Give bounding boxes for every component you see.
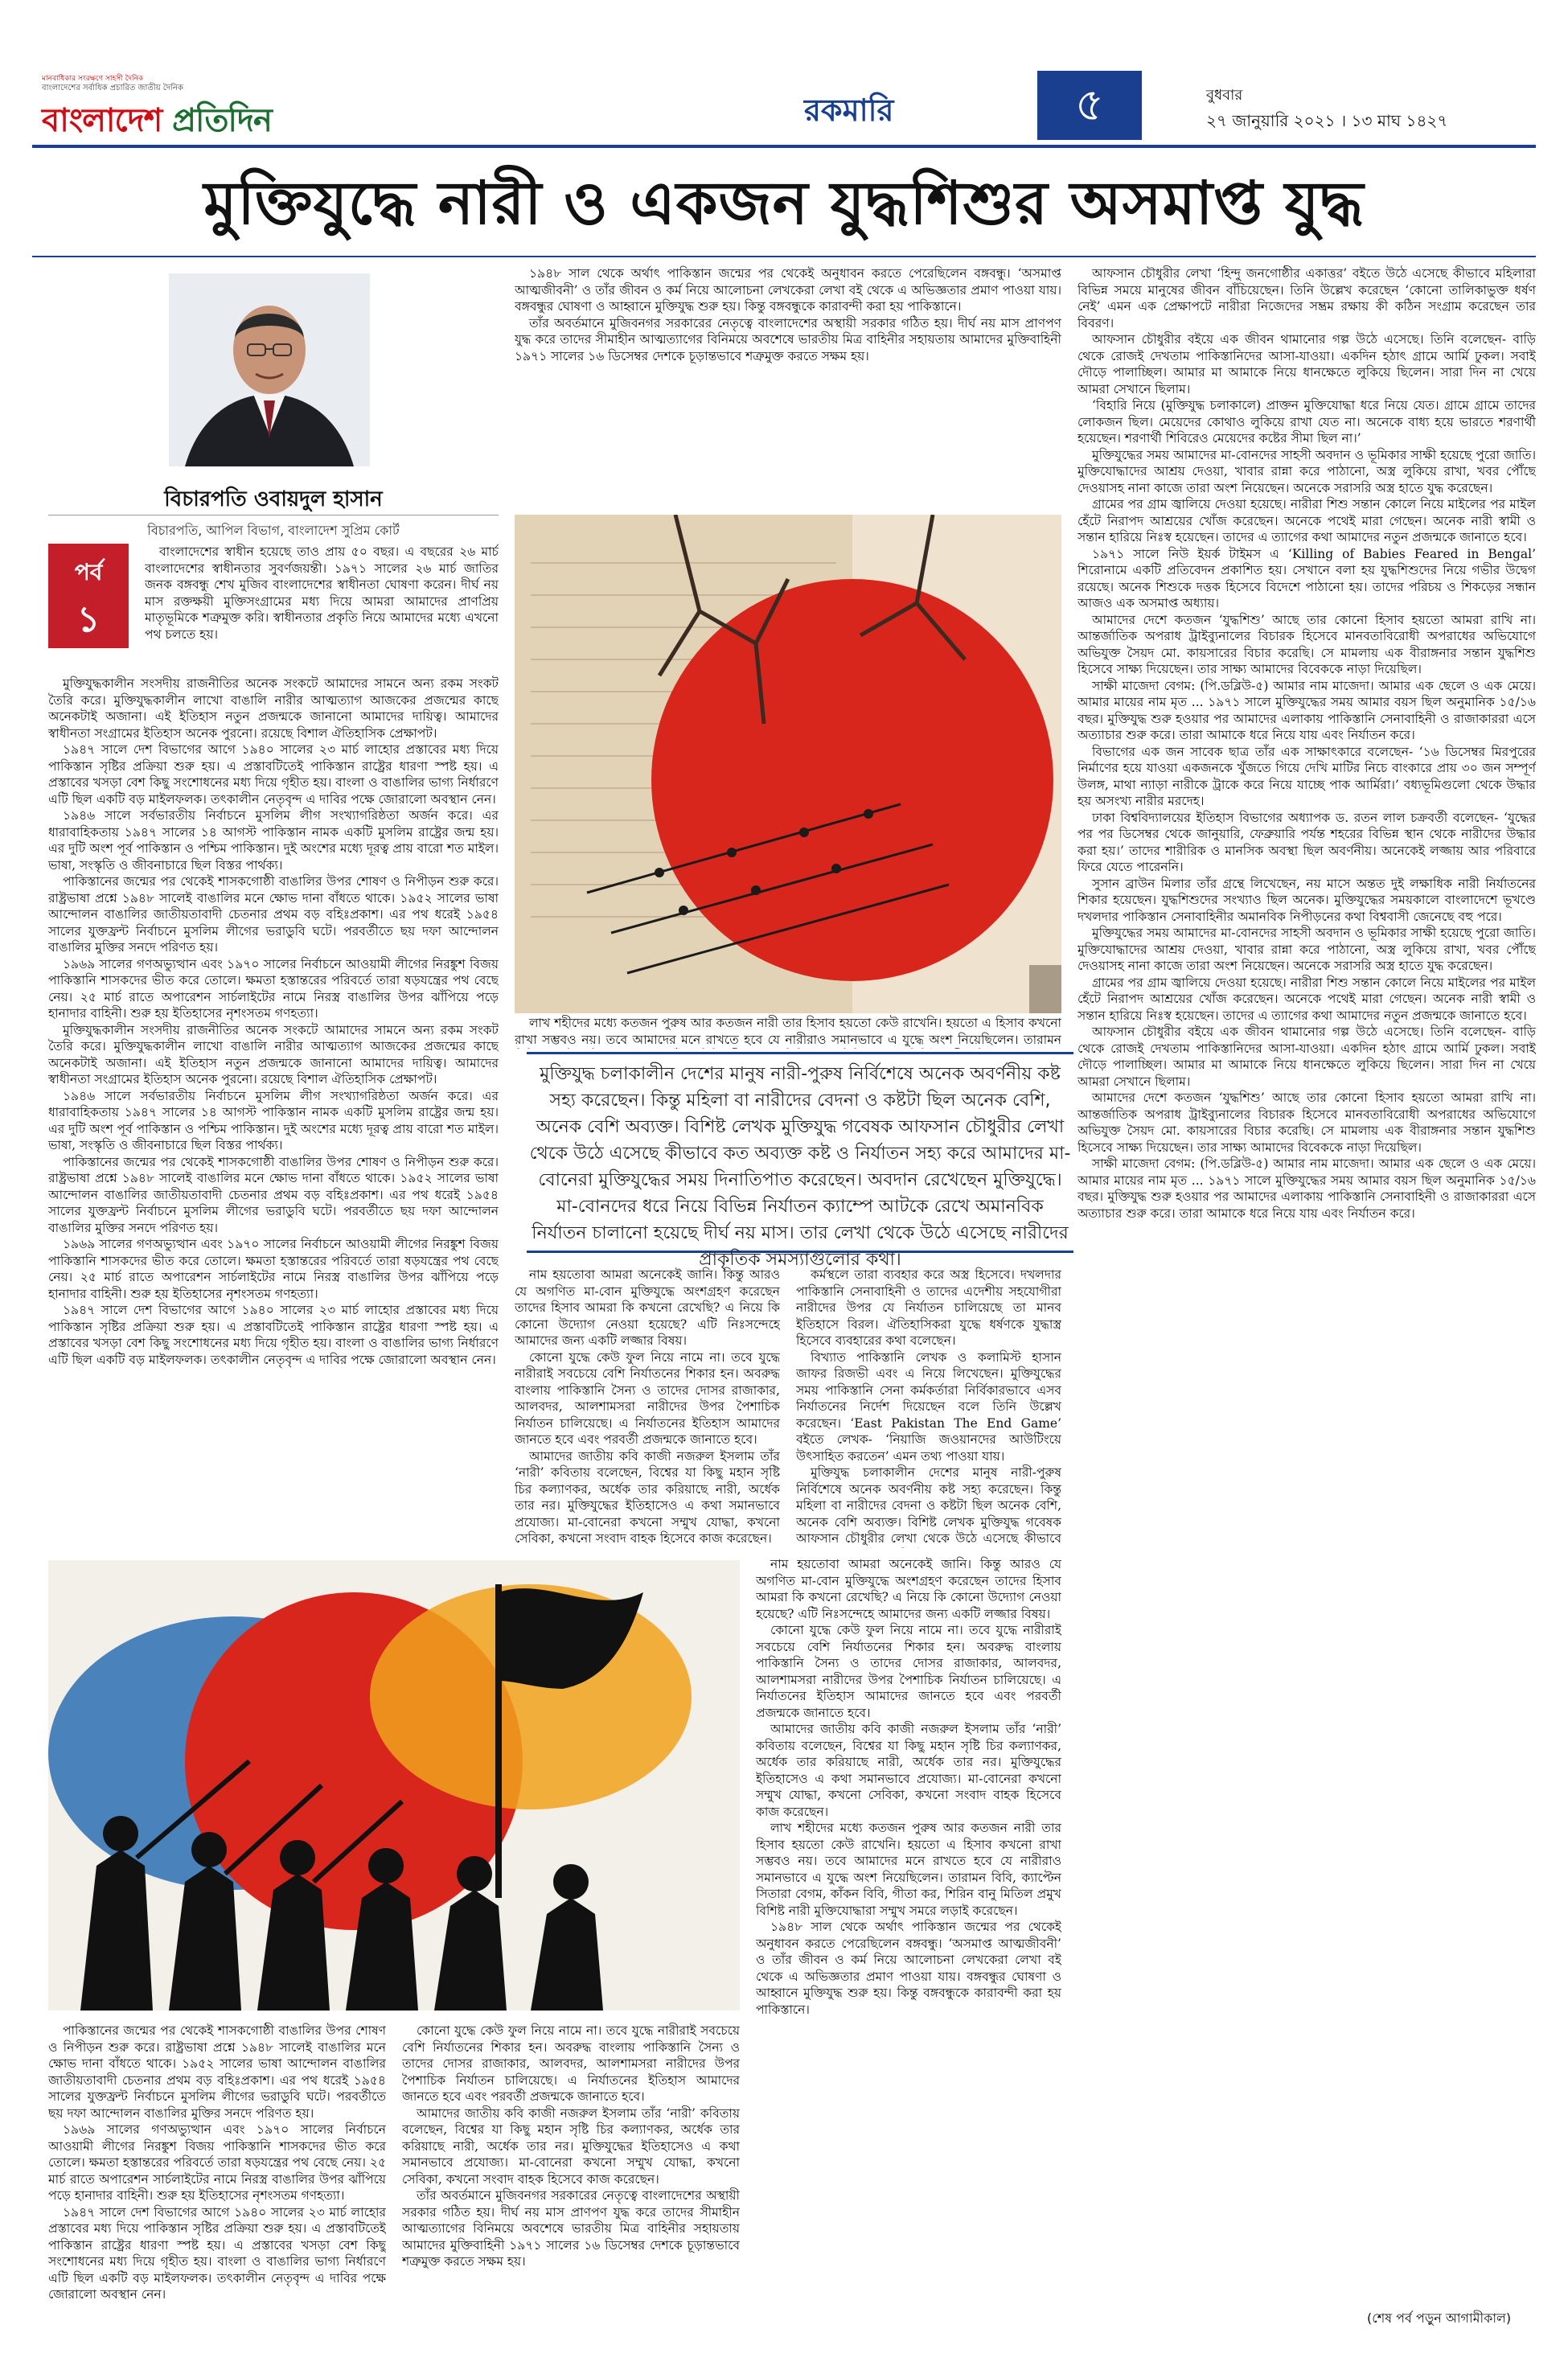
paragraph: সাক্ষী মাজেদা বেগম: (পি.ডব্লিউ-৫) আমার নাম মাজেদা। আমার এক ছেলে ও এক মেয়ে। আমার মায়ের নাম মৃত ... ১৯৭১ সালে মুক্তিযুদ্ধের সময় আমার বয়স ছিল অনুমানিক ১৫/১৬ বছর। মুক্তিযুদ্ধ শুরু হওয়ার পর আমাদের এলাকায় পাকিস্তানি সেনাবাহিনী ও রাজাকাররা এসে অত্যাচার শুরু করে। তারা আমাকে ধরে নিয়ে যায় এবং নির্যাতন করে। xyxy=(1077,678,1536,742)
column-2-caption-text xyxy=(515,1015,1061,1049)
paragraph: নাম হয়তোবা আমরা অনেকেই জানি। কিন্তু আরও যে অগণিত মা-বোন মুক্তিযুদ্ধে অংশগ্রহণ করেছেন তাদের হিসাব আমরা কি কখনো রেখেছি? এ নিয়ে কি কোনো উদ্যোগ নেওয়া হয়েছে? এটি নিঃসন্দেহে আমাদের জন্য একটি লজ্জার বিষয়। xyxy=(756,1557,1061,1621)
paragraph: ১৯৪৭ সালে দেশ বিভাগের আগে ১৯৪০ সালের ২৩ মার্চ লাহোর প্রস্তাবের মধ্য দিয়ে পাকিস্তান সৃষ্টির প্রক্রিয়া শুরু হয়। এ প্রস্তাবটিতেই পাকিস্তান রাষ্ট্রের ধারণা স্পষ্ট হয়। এ প্রস্তাবের খসড়া বেশ কিছু সংশোধনের মধ্য দিয়ে গৃহীত হয়। বাংলা ও বাঙালির ভাগ্য নির্ধারণে এটি ছিল একটি বড় মাইলফলক। তৎকালীন নেতৃবৃন্দ এ দাবির পক্ষে জোরালো অবস্থান নেন। xyxy=(48,742,499,807)
paragraph: তাঁর অবর্তমানে মুজিবনগর সরকারের নেতৃত্বে বাংলাদেশের অস্থায়ী সরকার গঠিত হয়। দীর্ঘ নয় মাস প্রাণপণ যুদ্ধ করে তাদের সীমাহীন আত্মত্যাগের বিনিময়ে অবশেষে ভারতীয় মিত্র বাহিনীর সহায়তায় আমাদের মুক্তিবাহিনী ১৯৭১ সালের ১৬ ডিসেম্বর দেশকে চূড়ান্তভাবে শত্রুমুক্ত করতে সক্ষম হয়। xyxy=(515,315,1061,363)
paragraph: ১৯৪৬ সালে সর্বভারতীয় নির্বাচনে মুসলিম লীগ সংখ্যাগরিষ্ঠতা অর্জন করে। এর ধারাবাহিকতায় ১৯৪৭ সালের ১৪ আগস্ট পাকিস্তান নামক একটি মুসলিম রাষ্ট্রের জন্ম হয়। এর দুটি অংশ পূর্ব পাকিস্তান ও পশ্চিম পাকিস্তান। দুই অংশের মধ্যে দূরত্ব প্রায় বারো শত মাইল। ভাষা, সংস্কৃতি ও জীবনাচারে ছিল বিস্তর পার্থক্য। xyxy=(48,1088,499,1152)
paragraph: তাঁর অবর্তমানে মুজিবনগর সরকারের নেতৃত্বে বাংলাদেশের অস্থায়ী সরকার গঠিত হয়। দীর্ঘ নয় মাস প্রাণপণ যুদ্ধ করে তাদের সীমাহীন আত্মত্যাগের বিনিময়ে অবশেষে ভারতীয় মিত্র বাহিনীর সহায়তায় আমাদের মুক্তিবাহিনী ১৯৭১ সালের ১৬ ডিসেম্বর দেশকে চূড়ান্তভাবে শত্রুমুক্ত করতে সক্ষম হয়। xyxy=(402,2188,740,2269)
paragraph: ১৯৬৯ সালের গণঅভ্যুত্থান এবং ১৯৭০ সালের নির্বাচনে আওয়ামী লীগের নিরঙ্কুশ বিজয় পাকিস্তানি শাসকদের ভীত করে তোলে। ক্ষমতা হস্তান্তরের পরিবর্তে তারা ষড়যন্ত্রের পথ বেছে নেয়। ২৫ মার্চ রাতে অপারেশন সার্চলাইটের নামে নিরস্ত্র বাঙালির উপর ঝাঁপিয়ে পড়ে হানাদার বাহিনী। শুরু হয় ইতিহাসের নৃশংসতম গণহত্যা। xyxy=(48,2122,386,2203)
column-1-bottom xyxy=(48,2023,386,2304)
paragraph: সুসান ব্রাউন মিলার তাঁর গ্রন্থে লিখেছেন, নয় মাসে অন্তত দুই লক্ষাধিক নারী নির্যাতনের শিকার হয়েছেন। যুদ্ধশিশুদের সংখ্যাও ছিল অনেক। মুক্তিযুদ্ধের সময়কালে বাংলাদেশে ভূখণ্ডে দখলদার পাকিস্তান সেনাবাহিনীর অমানবিক নিপীড়নের কথা বিশ্ববাসী জেনেছে বহু পরে। xyxy=(1077,876,1536,924)
paragraph: মুক্তিযুদ্ধের সময় আমাদের মা-বোনদের সাহসী অবদান ও ভূমিকার সাক্ষী হয়েছে পুরো জাতি। মুক্তিযোদ্ধাদের আশ্রয় দেওয়া, খাবার রান্না করে পাঠানো, অস্ত্র লুকিয়ে রাখা, খবর পৌঁছে দেওয়াসহ নানা কাজে তারা অংশ নিয়েছেন। অনেকে সরাসরি অস্ত্র হাতে যুদ্ধ করেছেন। xyxy=(1077,926,1536,973)
masthead-tagline: মানবাধিকার সংরক্ষণে সাহসী দৈনিক xyxy=(42,75,144,83)
illustration-monument xyxy=(515,515,1061,1013)
paragraph: ১৯৪৭ সালে দেশ বিভাগের আগে ১৯৪০ সালের ২৩ মার্চ লাহোর প্রস্তাবের মধ্য দিয়ে পাকিস্তান সৃষ্টির প্রক্রিয়া শুরু হয়। এ প্রস্তাবটিতেই পাকিস্তান রাষ্ট্রের ধারণা স্পষ্ট হয়। এ প্রস্তাবের খসড়া বেশ কিছু সংশোধনের মধ্য দিয়ে গৃহীত হয়। বাংলা ও বাঙালির ভাগ্য নির্ধারণে এটি ছিল একটি বড় মাইলফলক। তৎকালীন নেতৃবৃন্দ এ দাবির পক্ষে জোরালো অবস্থান নেন। xyxy=(48,1303,499,1367)
column-2-bottom xyxy=(402,2023,740,2304)
pull-quote: মুক্তিযুদ্ধ চলাকালীন দেশের মানুষ নারী-পুরুষ নির্বিশেষে অনেক অবর্ণনীয় কষ্ট সহ্য করেছেন। কিন্তু মহিলা বা নারীদের বেদনা ও কষ্টটা ছিল অনেক বেশি, অনেক বেশি অব্যক্ত। বিশিষ্ট লেখক মুক্তিযুদ্ধ গবেষক আফসান চৌধুরীর লেখা থেকে উঠে এসেছে কীভাবে কত অব্যক্ত কষ্ট ও নির্যাতন সহ্য করে আমাদের মা-বোনেরা মুক্তিযুদ্ধের সময় দিনাতিপাত করেছেন। অবদান রেখেছেন মুক্তিযুদ্ধে। মা-বোনদের ধরে নিয়ে বিভিন্ন নির্যাতন ক্যাম্পে আটকে রেখে অমানবিক নির্যাতন চালানো হয়েছে দীর্ঘ নয় মাস। তার লেখা থেকে উঠে এসেছে নারীদের প্রাকৃতিক সমস্যাগুলোর কথা। xyxy=(527,1052,1073,1253)
paragraph: বাংলাদেশের স্বাধীন হয়েছে তাও প্রায় ৫০ বছর। এ বছরের ২৬ মার্চ বাংলাদেশের স্বাধীনতার সুবর্ণজয়ন্তী। ১৯৭১ সালের ২৬ মার্চ জাতির জনক বঙ্গবন্ধু শেখ মুজিব বাংলাদেশের স্বাধীনতা ঘোষণা করেন। দীর্ঘ নয় মাস রক্তক্ষয়ী মুক্তিসংগ্রামের মধ্য দিয়ে আমরা আমাদের প্রাণপ্রিয় মাতৃভূমিকে শত্রুমুক্ত করি। স্বাধীনতার প্রকৃতি নিয়ে আমাদের মধ্যে এখনো পথ চলতে হয়। xyxy=(145,544,499,642)
headline-rule xyxy=(32,256,1536,257)
paragraph: ১৯৪৭ সালে দেশ বিভাগের আগে ১৯৪০ সালের ২৩ মার্চ লাহোর প্রস্তাবের মধ্য দিয়ে পাকিস্তান সৃষ্টির প্রক্রিয়া শুরু হয়। এ প্রস্তাবটিতেই পাকিস্তান রাষ্ট্রের ধারণা স্পষ্ট হয়। এ প্রস্তাবের খসড়া বেশ কিছু সংশোধনের মধ্য দিয়ে গৃহীত হয়। বাংলা ও বাঙালির ভাগ্য নির্ধারণে এটি ছিল একটি বড় মাইলফলক। তৎকালীন নেতৃবৃন্দ এ দাবির পক্ষে জোরালো অবস্থান নেন। xyxy=(48,2204,386,2302)
author-designation: বিচারপতি, আপিল বিভাগ, বাংলাদেশ সুপ্রিম কোর্ট xyxy=(48,515,499,542)
paragraph: কোনো যুদ্ধে কেউ ফুল নিয়ে নামে না। তবে যুদ্ধে নারীরাই সবচেয়ে বেশি নির্যাতনের শিকার হন। অবরুদ্ধ বাংলায় পাকিস্তানি সৈন্য ও তাদের দোসর রাজাকার, আলবদর, আলশামসরা নারীদের উপর পৈশাচিক নির্যাতন চালিয়েছে। এ নির্যাতনের ইতিহাস আমাদের জানতে হবে এবং পরবর্তী প্রজন্মকে জানাতে হবে। xyxy=(756,1623,1061,1720)
column-2-top xyxy=(515,265,1061,507)
paragraph: নাম হয়তোবা আমরা অনেকেই জানি। কিন্তু আরও যে অগণিত মা-বোন মুক্তিযুদ্ধে অংশগ্রহণ করেছেন তাদের হিসাব আমরা কি কখনো রেখেছি? এ নিয়ে কি কোনো উদ্যোগ নেওয়া হয়েছে? এটি নিঃসন্দেহে আমাদের জন্য একটি লজ্জার বিষয়। xyxy=(515,1267,780,1348)
paragraph: গ্রামের পর গ্রাম জ্বালিয়ে দেওয়া হয়েছে। নারীরা শিশু সন্তান কোলে নিয়ে মাইলের পর মাইল হেঁটে নিরাপদ আশ্রয়ের খোঁজ করেছেন। অনেকে পথেই মারা গেছেন। অনেক নারী স্বামী ও সন্তান হারিয়ে নিঃস্ব হয়েছেন। তাদের এ ত্যাগের কথা আমাদের নতুন প্রজন্মকে জানাতে হবে। xyxy=(1077,497,1536,544)
paragraph: আমাদের জাতীয় কবি কাজী নজরুল ইসলাম তাঁর ‘নারী’ কবিতায় বলেছেন, বিশ্বের যা কিছু মহান সৃষ্টি চির কল্যাণকর, অর্ধেক তার করিয়াছে নারী, অর্ধেক তার নর। মুক্তিযুদ্ধের ইতিহাসেও এ কথা সমানভাবে প্রযোজ্য। মা-বোনেরা কখনো সম্মুখ যোদ্ধা, কখনো সেবিকা, কখনো সংবাদ বাহক হিসেবে কাজ করেছেন। xyxy=(515,1448,780,1546)
paragraph: গ্রামের পর গ্রাম জ্বালিয়ে দেওয়া হয়েছে। নারীরা শিশু সন্তান কোলে নিয়ে মাইলের পর মাইল হেঁটে নিরাপদ আশ্রয়ের খোঁজ করেছেন। অনেকে পথেই মারা গেছেন। অনেক নারী স্বামী ও সন্তান হারিয়ে নিঃস্ব হয়েছেন। তাদের এ ত্যাগের কথা আমাদের নতুন প্রজন্মকে জানাতে হবে। xyxy=(1077,975,1536,1023)
paragraph: ১৯৪৮ সাল থেকে অর্থাৎ পাকিস্তান জন্মের পর থেকেই অনুধাবন করতে পেরেছিলেন বঙ্গবন্ধু। ‘অসমাপ্ত আত্মজীবনী’ ও তাঁর জীবন ও কর্ম নিয়ে আলোচনা লেখকেরা লেখা বই থেকে এ অভিজ্ঞতার প্রমাণ পাওয়া যায়। বঙ্গবন্ধুর ঘোষণা ও আহ্বানে মুক্তিযুদ্ধ শুরু হয়। কিন্তু বঙ্গবন্ধুকে কারাবন্দী করা হয় পাকিস্তানে। xyxy=(515,266,1061,314)
paragraph: ১৯৪৬ সালে সর্বভারতীয় নির্বাচনে মুসলিম লীগ সংখ্যাগরিষ্ঠতা অর্জন করে। এর ধারাবাহিকতায় ১৯৪৭ সালের ১৪ আগস্ট পাকিস্তান নামক একটি মুসলিম রাষ্ট্রের জন্ম হয়। এর দুটি অংশ পূর্ব পাকিস্তান ও পশ্চিম পাকিস্তান। দুই অংশের মধ্যে দূরত্ব প্রায় বারো শত মাইল। ভাষা, সংস্কৃতি ও জীবনাচারে ছিল বিস্তর পার্থক্য। xyxy=(48,808,499,873)
paragraph: সাক্ষী মাজেদা বেগম: (পি.ডব্লিউ-৫) আমার নাম মাজেদা। আমার এক ছেলে ও এক মেয়ে। আমার মায়ের নাম মৃত ... ১৯৭১ সালে মুক্তিযুদ্ধের সময় আমার বয়স ছিল অনুমানিক ১৫/১৬ বছর। মুক্তিযুদ্ধ শুরু হওয়ার পর আমাদের এলাকায় পাকিস্তানি সেনাবাহিনী ও রাজাকাররা এসে অত্যাচার শুরু করে। তারা আমাকে ধরে নিয়ে যায় এবং নির্যাতন করে। xyxy=(1077,1156,1536,1221)
paragraph: মুক্তিযুদ্ধ চলাকালীন দেশের মানুষ নারী-পুরুষ নির্বিশেষে অনেক অবর্ণনীয় কষ্ট সহ্য করেছেন। কিন্তু মহিলা বা নারীদের বেদনা ও কষ্টটা ছিল অনেক বেশি, অনেক বেশি অব্যক্ত। বিশিষ্ট লেখক মুক্তিযুদ্ধ গবেষক আফসান চৌধুরীর লেখা থেকে উঠে এসেছে কীভাবে xyxy=(796,1465,1061,1546)
column-2b-lower xyxy=(756,1556,1061,2300)
masthead-logo[interactable] xyxy=(42,95,272,149)
page-footer xyxy=(0,2356,1568,2374)
paragraph: কর্মস্থলে তারা ব্যবহার করে অস্ত্র হিসেবে। দখলদার পাকিস্তানি সেনাবাহিনী ও তাদের এদেশীয় সহযোগীরা নারীদের উপর যে নির্যাতন চালিয়েছে তা মানব ইতিহাসে বিরল। ঐতিহাসিকরা যুদ্ধে ধর্ষণকে যুদ্ধাস্ত্র হিসেবে ব্যবহারের কথা বলেছেন। xyxy=(796,1267,1061,1348)
continuation-note: (শেষ পর্ব পড়ুন আগামীকাল) xyxy=(1367,2310,1512,2326)
paragraph: আমাদের জাতীয় কবি কাজী নজরুল ইসলাম তাঁর ‘নারী’ কবিতায় বলেছেন, বিশ্বের যা কিছু মহান সৃষ্টি চির কল্যাণকর, অর্ধেক তার করিয়াছে নারী, অর্ধেক তার নর। মুক্তিযুদ্ধের ইতিহাসেও এ কথা সমানভাবে প্রযোজ্য। মা-বোনেরা কখনো সম্মুখ যোদ্ধা, কখনো সেবিকা, কখনো সংবাদ বাহক হিসেবে কাজ করেছেন। xyxy=(402,2105,740,2187)
paragraph: ১৯৬৯ সালের গণঅভ্যুত্থান এবং ১৯৭০ সালের নির্বাচনে আওয়ামী লীগের নিরঙ্কুশ বিজয় পাকিস্তানি শাসকদের ভীত করে তোলে। ক্ষমতা হস্তান্তরের পরিবর্তে তারা ষড়যন্ত্রের পথ বেছে নেয়। ২৫ মার্চ রাতে অপারেশন সার্চলাইটের নামে নিরস্ত্র বাঙালির উপর ঝাঁপিয়ে পড়ে হানাদার বাহিনী। শুরু হয় ইতিহাসের নৃশংসতম গণহত্যা। xyxy=(48,956,499,1021)
column-3-lower xyxy=(796,1267,1061,1548)
column-1-top xyxy=(145,544,499,672)
paragraph: বিভাগের এক জন সাবেক ছাত্র তাঁর এক সাক্ষাৎকারে বলেছেন- ‘১৬ ডিসেম্বর মিরপুরের নির্মাণের হয়ে যাওয়া একজনকে খুঁজতে গিয়ে দেখি মাটির নিচে বাংকারে প্রায় ৩০ জন সম্পূর্ণ উলঙ্গ, মাথা ন্যাড়া নারীকে ট্রাকে করে নিয়ে যাচ্ছে পাক আর্মিরা।’ বধ্যভূমিগুলো থেকে উদ্ধার হয় অসংখ্য নারীর মরদেহ। xyxy=(1077,744,1536,808)
paragraph: মুক্তিযুদ্ধের সময় আমাদের মা-বোনদের সাহসী অবদান ও ভূমিকার সাক্ষী হয়েছে পুরো জাতি। মুক্তিযোদ্ধাদের আশ্রয় দেওয়া, খাবার রান্না করে পাঠানো, অস্ত্র লুকিয়ে রাখা, খবর পৌঁছে দেওয়াসহ নানা কাজে তারা অংশ নিয়েছেন। অনেকে সরাসরি অস্ত্র হাতে যুদ্ধ করেছেন। xyxy=(1077,447,1536,495)
paragraph: বিখ্যাত পাকিস্তানি লেখক ও কলামিস্ট হাসান জাফর রিজভী এবং এ নিয়ে লিখেছেন। মুক্তিযুদ্ধের সময় পাকিস্তানি সেনা কর্মকর্তারা নির্বিকারভাবে এসব নির্যাতনের নির্দেশ দিয়েছেন বলে তিনি উল্লেখ করেছেন। ‘East Pakistan The End Game’ বইতে লেখক- ‘নিয়াজি জওয়ানদের আউটিংয়ে উৎসাহিত করতেন’ এমন তথ্য পাওয়া যায়। xyxy=(796,1349,1061,1464)
paragraph: ১৯৭১ সালে নিউ ইয়র্ক টাইমস এ ‘Killing of Babies Feared in Bengal’ শিরোনামে একটি প্রতিবেদন প্রকাশিত হয়। সেখানে বলা হয় যুদ্ধশিশুদের নিয়ে গভীর উদ্বেগ রয়েছে। অনেক শিশুকে দত্তক হিসেবে বিদেশে পাঠানো হয়। তাদের পরিচয় ও শিকড়ের সন্ধান আজও এক অসমাপ্ত অধ্যায়। xyxy=(1077,546,1536,610)
paragraph: ১৯৬৯ সালের গণঅভ্যুত্থান এবং ১৯৭০ সালের নির্বাচনে আওয়ামী লীগের নিরঙ্কুশ বিজয় পাকিস্তানি শাসকদের ভীত করে তোলে। ক্ষমতা হস্তান্তরের পরিবর্তে তারা ষড়যন্ত্রের পথ বেছে নেয়। ২৫ মার্চ রাতে অপারেশন সার্চলাইটের নামে নিরস্ত্র বাঙালির উপর ঝাঁপিয়ে পড়ে হানাদার বাহিনী। শুরু হয় ইতিহাসের নৃশংসতম গণহত্যা। xyxy=(48,1237,499,1301)
section-name: রকমারি xyxy=(804,92,894,128)
paragraph: মুক্তিযুদ্ধকালীন সংসদীয় রাজনীতির অনেক সংকটে আমাদের সামনে অন্য রকম সংকট তৈরি করে। মুক্তিযুদ্ধকালীন লাখো বাঙালি নারীর আত্মত্যাগ আজকের প্রজন্মের কাছে অনেকটাই অজানা। এই ইতিহাস নতুন প্রজন্মকে জানানো আমাদের দায়িত্ব। আমাদের স্বাধীনতা সংগ্রামের ইতিহাস অনেক পুরনো। রয়েছে বিশাল ঐতিহাসিক প্রেক্ষাপট। xyxy=(48,1022,499,1086)
paragraph: ঢাকা বিশ্ববিদ্যালয়ের ইতিহাস বিভাগের অধ্যাপক ড. রতন লাল চক্রবর্তী বলেছেন- ‘যুদ্ধের পর পর ডিসেম্বর থেকে জানুয়ারি, ফেব্রুয়ারি পর্যন্ত শহরের বিভিন্ন স্থান থেকে নারীদের উদ্ধার করা হয়।’ তাদের শারীরিক ও মানসিক অবস্থা ছিল অবর্ণনীয়। অনেকেই লজ্জায় আর পরিবারে ফিরে যেতে পারেননি। xyxy=(1077,810,1536,874)
masthead-subtagline: বাংলাদেশের সর্বাধিক প্রচারিত জাতীয় দৈনিক xyxy=(42,84,183,92)
paragraph: ১৯৪৮ সাল থেকে অর্থাৎ পাকিস্তান জন্মের পর থেকেই অনুধাবন করতে পেরেছিলেন বঙ্গবন্ধু। ‘অসমাপ্ত আত্মজীবনী’ ও তাঁর জীবন ও কর্ম নিয়ে আলোচনা লেখকেরা লেখা বই থেকে এ অভিজ্ঞতার প্রমাণ পাওয়া যায়। বঙ্গবন্ধুর ঘোষণা ও আহ্বানে মুক্তিযুদ্ধ শুরু হয়। কিন্তু বঙ্গবন্ধুকে কারাবন্দী করা হয় পাকিস্তানে। xyxy=(756,1920,1061,2017)
paragraph: ‘বিহারি নিয়ে (মুক্তিযুদ্ধ চলাকালে) প্রাক্তন মুক্তিযোদ্ধা ধরে নিয়ে যেত। গ্রামে গ্রামে তাদের লোকজন ছিল। মেয়েদের কোথাও লুকিয়ে রাখা যেত না। অনেকে বাধ্য হয়ে ভারতে শরণার্থী হয়েছেন। শরণার্থী শিবিরেও মেয়েদের কষ্টের সীমা ছিল না।’ xyxy=(1077,398,1536,446)
paragraph: আফসান চৌধুরীর লেখা ‘হিন্দু জনগোষ্ঠীর একাত্তর’ বইতে উঠে এসেছে কীভাবে মহিলারা বিভিন্ন সময়ে মানুষের জীবন বাঁচিয়েছেন। তিনি উল্লেখ করেছেন ‘কোনো তালিকাভুক্ত ধর্ষণ নেই’ এমন এক প্রেক্ষাপটে নারীরা নিজেদের সম্ভ্রম রক্ষায় কী কঠিন সংগ্রাম করেছেন তার বিবরণ। xyxy=(1077,266,1536,331)
article-headline: মুক্তিযুদ্ধে নারী ও একজন যুদ্ধশিশুর অসমাপ্ত যুদ্ধ xyxy=(203,169,1365,238)
author-photo xyxy=(169,273,370,466)
series-label: পর্ব xyxy=(74,559,103,585)
paragraph: লাখ শহীদের মধ্যে কতজন পুরুষ আর কতজন নারী তার হিসাব হয়তো কেউ রাখেনি। হয়তো এ হিসাব কখনো রাখা সম্ভবও নয়। তবে আমাদের মনে রাখতে হবে যে নারীরাও সমানভাবে এ যুদ্ধে অংশ নিয়েছিলেন। তারামন xyxy=(515,1016,1061,1047)
column-1 xyxy=(48,676,499,1552)
paragraph: পাকিস্তানের জন্মের পর থেকেই শাসকগোষ্ঠী বাঙালির উপর শোষণ ও নিপীড়ন শুরু করে। রাষ্ট্রভাষা প্রশ্নে ১৯৪৮ সালেই বাঙালির মনে ক্ষোভ দানা বাঁধতে থাকে। ১৯৫২ সালের ভাষা আন্দোলন বাঙালির জাতীয়তাবাদী চেতনার প্রথম বড় বহিঃপ্রকাশ। এর পথ ধরেই ১৯৫৪ সালের যুক্তফ্রন্ট নির্বাচনে মুসলিম লীগের ভরাডুবি ঘটে। পরবর্তীতে ছয় দফা আন্দোলন বাঙালির মুক্তির সনদে পরিণত হয়। xyxy=(48,874,499,955)
paragraph: আমাদের জাতীয় কবি কাজী নজরুল ইসলাম তাঁর ‘নারী’ কবিতায় বলেছেন, বিশ্বের যা কিছু মহান সৃষ্টি চির কল্যাণকর, অর্ধেক তার করিয়াছে নারী, অর্ধেক তার নর। মুক্তিযুদ্ধের ইতিহাসেও এ কথা সমানভাবে প্রযোজ্য। মা-বোনেরা কখনো সম্মুখ যোদ্ধা, কখনো সেবিকা, কখনো সংবাদ বাহক হিসেবে কাজ করেছেন। xyxy=(756,1722,1061,1819)
masthead-name-part2: প্রতিদিন xyxy=(172,102,272,139)
paragraph: কোনো যুদ্ধে কেউ ফুল নিয়ে নামে না। তবে যুদ্ধে নারীরাই সবচেয়ে বেশি নির্যাতনের শিকার হন। অবরুদ্ধ বাংলায় পাকিস্তানি সৈন্য ও তাদের দোসর রাজাকার, আলবদর, আলশামসরা নারীদের উপর পৈশাচিক নির্যাতন চালিয়েছে। এ নির্যাতনের ইতিহাস আমাদের জানতে হবে এবং পরবর্তী প্রজন্মকে জানাতে হবে। xyxy=(402,2023,740,2104)
issue-day: বুধবার xyxy=(1206,87,1243,104)
paragraph: কোনো যুদ্ধে কেউ ফুল নিয়ে নামে না। তবে যুদ্ধে নারীরাই সবচেয়ে বেশি নির্যাতনের শিকার হন। অবরুদ্ধ বাংলায় পাকিস্তানি সৈন্য ও তাদের দোসর রাজাকার, আলবদর, আলশামসরা নারীদের উপর পৈশাচিক নির্যাতন চালিয়েছে। এ নির্যাতনের ইতিহাস আমাদের জানতে হবে এবং পরবর্তী প্রজন্মকে জানাতে হবে। xyxy=(515,1349,780,1447)
series-number: ১ xyxy=(76,599,101,640)
paragraph: মুক্তিযুদ্ধকালীন সংসদীয় রাজনীতির অনেক সংকটে আমাদের সামনে অন্য রকম সংকট তৈরি করে। মুক্তিযুদ্ধকালীন লাখো বাঙালি নারীর আত্মত্যাগ আজকের প্রজন্মের কাছে অনেকটাই অজানা। এই ইতিহাস নতুন প্রজন্মকে জানানো আমাদের দায়িত্ব। আমাদের স্বাধীনতা সংগ্রামের ইতিহাস অনেক পুরনো। রয়েছে বিশাল ঐতিহাসিক প্রেক্ষাপট। xyxy=(48,676,499,741)
paragraph: আফসান চৌধুরীর বইয়ে এক জীবন থামানোর গল্প উঠে এসেছে। তিনি বলেছেন- বাড়ি থেকে রোজই দেখতাম পাকিস্তানিদের আসা-যাওয়া। একদিন হঠাৎ গ্রামে আর্মি ঢুকল। সবাই দৌড়ে পালাচ্ছিল। আমার মা আমাকে নিয়ে ধানক্ষেতে লুকিয়ে ছিলেন। সারা দিন না খেয়ে আমরা সেখানে ছিলাম। xyxy=(1077,332,1536,396)
paragraph: পাকিস্তানের জন্মের পর থেকেই শাসকগোষ্ঠী বাঙালির উপর শোষণ ও নিপীড়ন শুরু করে। রাষ্ট্রভাষা প্রশ্নে ১৯৪৮ সালেই বাঙালির মনে ক্ষোভ দানা বাঁধতে থাকে। ১৯৫২ সালের ভাষা আন্দোলন বাঙালির জাতীয়তাবাদী চেতনার প্রথম বড় বহিঃপ্রকাশ। এর পথ ধরেই ১৯৫৪ সালের যুক্তফ্রন্ট নির্বাচনে মুসলিম লীগের ভরাডুবি ঘটে। পরবর্তীতে ছয় দফা আন্দোলন বাঙালির মুক্তির সনদে পরিণত হয়। xyxy=(48,1154,499,1235)
series-badge xyxy=(48,544,129,648)
column-2-lower xyxy=(515,1267,780,1548)
column-4 xyxy=(1077,265,1536,2300)
illustration-freedom-fighters xyxy=(48,1560,740,2011)
paragraph: লাখ শহীদের মধ্যে কতজন পুরুষ আর কতজন নারী তার হিসাব হয়তো কেউ রাখেনি। হয়তো এ হিসাব কখনো রাখা সম্ভবও নয়। তবে আমাদের মনে রাখতে হবে যে নারীরাও সমানভাবে এ যুদ্ধে অংশ নিয়েছিলেন। তারামন বিবি, ক্যাপ্টেন সিতারা বেগম, কাঁকন বিবি, গীতা কর, শিরিন বানু মিতিল প্রমুখ বিশিষ্ট নারী মুক্তিযোদ্ধারা সম্মুখ সমরে লড়াই করেছেন। xyxy=(756,1821,1061,1918)
author-name: বিচারপতি ওবায়দুল হাসান xyxy=(164,487,383,511)
page-number: ৫ xyxy=(1037,71,1142,140)
paragraph: আফসান চৌধুরীর বইয়ে এক জীবন থামানোর গল্প উঠে এসেছে। তিনি বলেছেন- বাড়ি থেকে রোজই দেখতাম পাকিস্তানিদের আসা-যাওয়া। একদিন হঠাৎ গ্রামে আর্মি ঢুকল। সবাই দৌড়ে পালাচ্ছিল। আমার মা আমাকে নিয়ে ধানক্ষেতে লুকিয়ে ছিলেন। সারা দিন না খেয়ে আমরা সেখানে ছিলাম। xyxy=(1077,1025,1536,1089)
paragraph: পাকিস্তানের জন্মের পর থেকেই শাসকগোষ্ঠী বাঙালির উপর শোষণ ও নিপীড়ন শুরু করে। রাষ্ট্রভাষা প্রশ্নে ১৯৪৮ সালেই বাঙালির মনে ক্ষোভ দানা বাঁধতে থাকে। ১৯৫২ সালের ভাষা আন্দোলন বাঙালির জাতীয়তাবাদী চেতনার প্রথম বড় বহিঃপ্রকাশ। এর পথ ধরেই ১৯৫৪ সালের যুক্তফ্রন্ট নির্বাচনে মুসলিম লীগের ভরাডুবি ঘটে। পরবর্তীতে ছয় দফা আন্দোলন বাঙালির মুক্তির সনদে পরিণত হয়। xyxy=(48,2023,386,2121)
paragraph: আমাদের দেশে কতজন ‘যুদ্ধশিশু’ আছে তার কোনো হিসাব হয়তো আমরা রাখি না। আন্তর্জাতিক অপরাধ ট্রাইব্যুনালের বিচারক হিসেবে মানবতাবিরোধী অপরাধের অভিযোগে অভিযুক্ত সৈয়দ মো. কায়সারের বিচার করেছি। সে মামলায় এক বীরাঙ্গনার সন্তান যুদ্ধশিশু হিসেবে সাক্ষ্য দিয়েছেন। তার সাক্ষ্য আমাদের বিবেককে নাড়া দিয়েছিল। xyxy=(1077,612,1536,676)
paragraph: আমাদের দেশে কতজন ‘যুদ্ধশিশু’ আছে তার কোনো হিসাব হয়তো আমরা রাখি না। আন্তর্জাতিক অপরাধ ট্রাইব্যুনালের বিচারক হিসেবে মানবতাবিরোধী অপরাধের অভিযোগে অভিযুক্ত সৈয়দ মো. কায়সারের বিচার করেছি। সে মামলায় এক বীরাঙ্গনার সন্তান যুদ্ধশিশু হিসেবে সাক্ষ্য দিয়েছেন। তার সাক্ষ্য আমাদের বিবেককে নাড়া দিয়েছিল। xyxy=(1077,1090,1536,1155)
masthead-name-part1: বাংলাদেশ xyxy=(42,102,173,139)
issue-date: ২৭ জানুয়ারি ২০২১ । ১৩ মাঘ ১৪২৭ xyxy=(1206,111,1448,130)
